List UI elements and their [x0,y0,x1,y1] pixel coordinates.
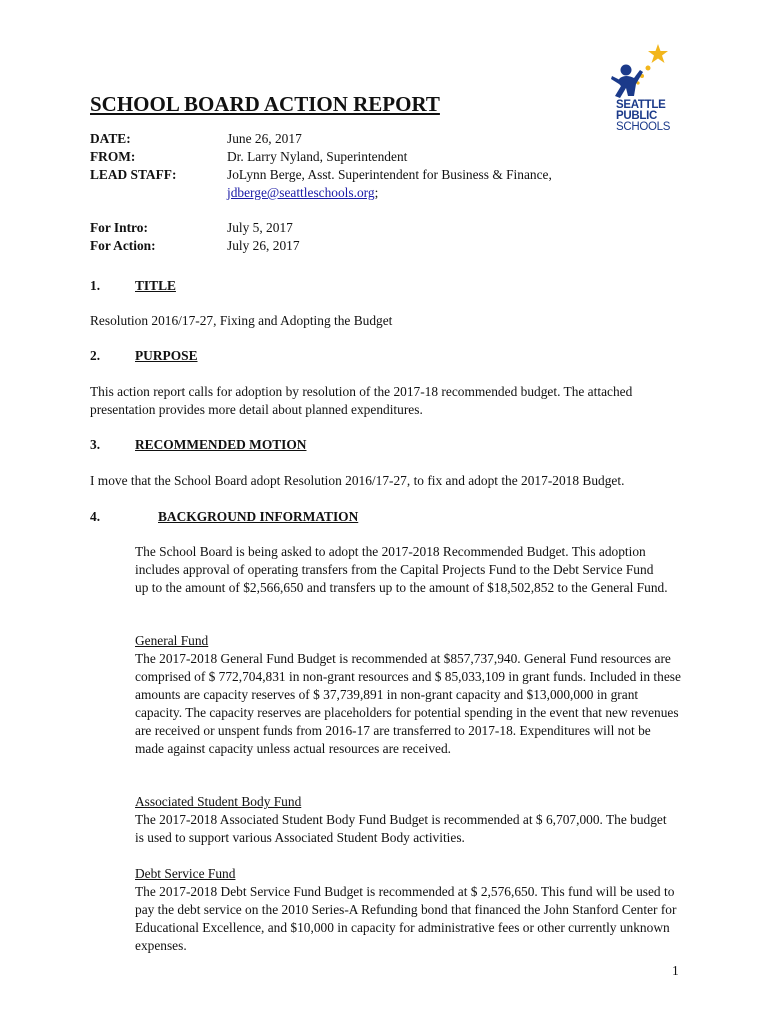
for-action-label: For Action: [90,238,156,253]
section-2-heading: PURPOSE [135,348,198,363]
debt-service-fund-heading: Debt Service Fund [135,866,236,881]
section-3-text: I move that the School Board adopt Resolution 2016/17-27, to fix and adopt the 2017-2018 Budget. [90,473,625,488]
for-intro-value: July 5, 2017 [227,220,293,235]
section-3-number: 3. [90,437,101,452]
general-fund-text: The 2017-2018 General Fund Budget is recommended at $857,737,940. General Fund resources are comprised of $ 772,704,831 in non-grant resources and $ 85,033,109 in grant funds. Included in these amounts are capacity reserves of $ 37,739,891 in non-grant capacity and $13,000,000 in grant capacity. The capacity reserves are placeholders for potential spending in the event that new revenues are received or unspent funds from 2016-17 are transferred to 2017-18. Expenditures will not be made against capacity unless actual resources are received. [135,651,681,756]
logo-line-public: PUBLIC [616,110,658,122]
asb-fund-text: The 2017-2018 Associated Student Body Fund Budget is recommended at $ 6,707,000. The budget is used to support various Associated Student Body activities. [135,812,667,845]
general-fund-heading: General Fund [135,633,209,648]
lead-staff-email-line [227,184,378,202]
for-intro-label: For Intro: [90,220,148,235]
lead-staff-label: LEAD STAFF: [90,167,177,182]
asb-fund-heading: Associated Student Body Fund [135,794,302,809]
date-value: June 26, 2017 [227,131,302,146]
section-4-number: 4. [90,509,101,524]
section-1-number: 1. [90,278,101,293]
section-2-text: This action report calls for adoption by resolution of the 2017-18 recommended budget. The attached presentation provides more detail about planned expenditures. [90,384,633,417]
section-1-heading: TITLE [135,278,176,293]
debt-service-fund-text: The 2017-2018 Debt Service Fund Budget is recommended at $ 2,576,650. This fund will be used to pay the debt service on the 2010 Series-A Refunding bond that financed the John Stanford Center for Educational Excellence, and $10,000 in capacity for administrative fees or other currently unknown expenses. [135,884,677,953]
from-value: Dr. Larry Nyland, Superintendent [227,149,408,164]
section-3-heading: RECOMMENDED MOTION [135,437,307,452]
logo-text [616,100,670,133]
section-1-text: Resolution 2016/17-27, Fixing and Adopting the Budget [90,313,393,328]
logo-line-seattle: SEATTLE [616,99,666,111]
date-label: DATE: [90,131,131,146]
section-4-heading: BACKGROUND INFORMATION [158,509,359,524]
for-action-value: July 26, 2017 [227,238,300,253]
logo-line-schools: SCHOOLS [616,121,671,133]
from-label: FROM: [90,149,136,164]
seattle-public-schools-logo [584,40,684,144]
section-2-number: 2. [90,348,101,363]
page-number: 1 [672,963,679,978]
report-title: SCHOOL BOARD ACTION REPORT [90,92,440,116]
lead-staff-value: JoLynn Berge, Asst. Superintendent for Business & Finance, [227,167,552,182]
lead-staff-email-suffix: ; [374,185,379,200]
lead-staff-email-link[interactable]: jdberge@seattleschools.org [227,185,375,200]
background-intro-text: The School Board is being asked to adopt the 2017-2018 Recommended Budget. This adoption includes approval of operating transfers from the Capital Projects Fund to the Debt Service Fund up to the amount of $2,566,650 and transfers up to the amount of $18,502,852 to the General Fund. [135,544,668,595]
